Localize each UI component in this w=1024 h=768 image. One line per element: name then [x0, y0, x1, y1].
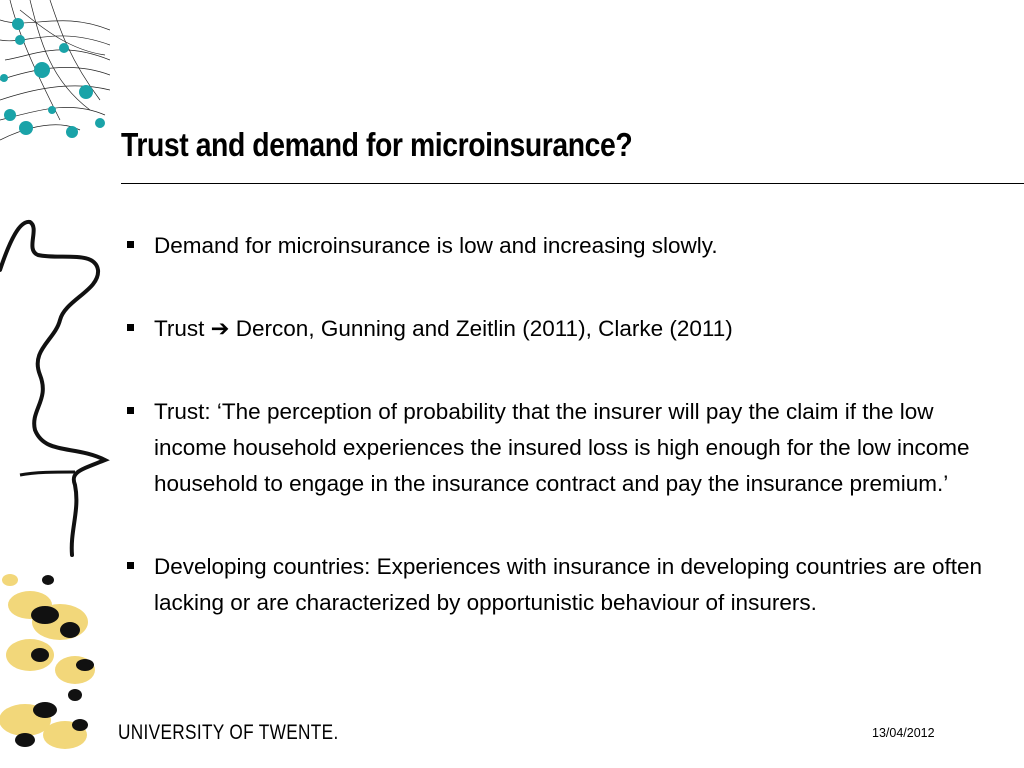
bullet-list: [127, 228, 1007, 621]
bullet-item: [127, 311, 1007, 347]
bullet-text: Dercon, Gunning and Zeitlin (2011), Clarke (2011): [229, 316, 733, 341]
arrow-right-icon: ➔: [210, 316, 230, 341]
bullet-item: [127, 549, 1007, 621]
bullet-text: Demand for microinsurance is low and increasing slowly.: [154, 233, 718, 258]
university-logo: UNIVERSITY OF TWENTE.: [118, 721, 339, 744]
slide-date: 13/04/2012: [872, 726, 935, 740]
bullet-text: Trust: ‘The perception of probability that the insurer will pay the claim if the low income household experiences the insured loss is high enough for the low income household to engage in the insurance contract and pay the insurance premium.’: [154, 399, 970, 496]
decorative-brush-stroke: [0, 210, 115, 560]
bullet-marker: [127, 407, 134, 414]
decorative-blobs-bottom: [0, 560, 110, 760]
bullet-item: [127, 394, 1007, 502]
slide-title: Trust and demand for microinsurance?: [121, 126, 633, 163]
bullet-marker: [127, 241, 134, 248]
bullet-marker: [127, 324, 134, 331]
bullet-item: [127, 228, 1007, 264]
title-divider: [121, 183, 1024, 184]
bullet-marker: [127, 562, 134, 569]
bullet-text: Developing countries: Experiences with insurance in developing countries are often lacking or are characterized by opportunistic behaviour of insurers.: [154, 554, 982, 615]
bullet-prefix: Trust: [154, 316, 211, 341]
decorative-line-art-top: [0, 0, 110, 150]
